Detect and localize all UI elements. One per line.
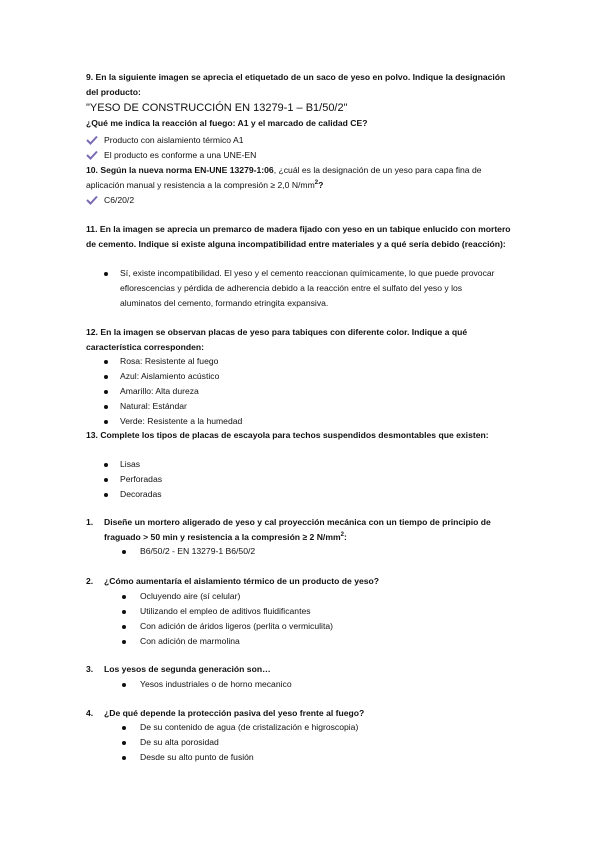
bullet-icon xyxy=(104,420,108,424)
bullet-icon xyxy=(122,640,126,644)
numbered-question-3: 3. Los yesos de segunda generación son… xyxy=(86,664,271,674)
question-12-answers xyxy=(104,354,504,429)
question-9-answer: "YESO DE CONSTRUCCIÓN EN 13279-1 – B1/50/2" xyxy=(86,102,348,114)
numbered-question-1: 1. Diseñe un mortero aligerado de yeso y cal proyección mecánica con un tiempo de principio de fraguado > 50 min y resistencia a la compresión ≥ 2 $N/mm^2$: xyxy=(86,517,491,542)
list-item: Sí, existe incompatibilidad. El yeso y el cemento reaccionan químicamente, lo que puede provocar eflorescencias y pérdida de adherencia debido a la reacción entre el sulfato del yeso y los aluminatos del cemento, formando etringita expansiva. xyxy=(104,266,504,311)
bullet-icon xyxy=(122,741,126,745)
question-9-title: 9. En la siguiente imagen se aprecia el etiquetado de un saco de yeso en polvo. Indique la designación del producto: xyxy=(86,72,506,97)
numbered-question-4: 4. ¿De qué depende la protección pasiva del yeso frente al fuego? xyxy=(86,708,365,718)
check-item-label: El producto es conforme a una UNE-EN xyxy=(104,150,257,160)
list-item: Con adición de áridos ligeros (perlita o vermiculita) xyxy=(122,619,502,634)
list-item: Yesos industriales o de horno mecanico xyxy=(122,677,502,692)
list-item: Con adición de marmolina xyxy=(122,634,502,649)
check-item-label: C6/20/2 xyxy=(104,195,135,205)
checkmark-icon xyxy=(86,135,98,145)
question-9-subquestion: ¿Qué me indica la reacción al fuego: A1 y el marcado de calidad CE? xyxy=(86,118,368,128)
bullet-icon xyxy=(122,595,126,599)
bullet-icon xyxy=(122,683,126,687)
bullet-icon xyxy=(122,625,126,629)
question-13-answers xyxy=(104,457,504,502)
question-10-title: 10. Según la nueva norma EN-UNE 13279-1:06, ¿cuál es la designación de un yeso para capa fina de aplicación manual y resistencia a la compresión ≥ 2,0 $N/mm^2$? xyxy=(86,165,482,190)
question-11-title: 11. En la imagen se aprecia un premarco de madera fijado con yeso en un tabique enlucido con mortero de cemento. Indique si existe alguna incompatibilidad entre materiales y a qué sería debido (reacción): xyxy=(86,224,511,249)
numbered-question-1-answers xyxy=(122,544,502,559)
list-item: Lisas xyxy=(104,457,504,472)
check-item xyxy=(86,148,256,162)
numbered-question-2-answers xyxy=(122,589,502,649)
bullet-icon xyxy=(104,405,108,409)
checkmark-icon xyxy=(86,150,98,160)
list-item: Verde: Resistente a la humedad xyxy=(104,414,504,429)
check-item-label: Producto con aislamiento térmico A1 xyxy=(104,135,244,145)
bullet-icon xyxy=(104,493,108,497)
list-item: De su contenido de agua (de cristalización e higroscopia) xyxy=(122,720,502,735)
list-item: Rosa: Resistente al fuego xyxy=(104,354,504,369)
bullet-icon xyxy=(104,390,108,394)
list-item: B6/50/2 - EN 13279-1 B6/50/2 xyxy=(122,544,502,559)
list-item: Decoradas xyxy=(104,487,504,502)
bullet-icon xyxy=(104,375,108,379)
bullet-icon xyxy=(122,550,126,554)
list-item: Utilizando el empleo de aditivos fluidificantes xyxy=(122,604,502,619)
bullet-icon xyxy=(104,272,108,276)
list-item: Amarillo: Alta dureza xyxy=(104,384,504,399)
check-item xyxy=(86,133,243,147)
bullet-icon xyxy=(122,756,126,760)
list-item: Perforadas xyxy=(104,472,504,487)
bullet-icon xyxy=(122,726,126,730)
list-item: De su alta porosidad xyxy=(122,735,502,750)
list-item: Desde su alto punto de fusión xyxy=(122,750,502,765)
numbered-question-2: 2. ¿Cómo aumentaría el aislamiento térmico de un producto de yeso? xyxy=(86,576,380,586)
check-item xyxy=(86,193,134,207)
question-11-answers xyxy=(104,266,504,311)
question-13-title: 13. Complete los tipos de placas de escayola para techos suspendidos desmontables que existen: xyxy=(86,430,489,440)
bullet-icon xyxy=(104,463,108,467)
list-item: Natural: Estándar xyxy=(104,399,504,414)
list-item: Ocluyendo aire (sí celular) xyxy=(122,589,502,604)
bullet-icon xyxy=(104,478,108,482)
bullet-icon xyxy=(122,610,126,614)
numbered-question-4-answers xyxy=(122,720,502,765)
list-item: Azul: Aislamiento acústico xyxy=(104,369,504,384)
question-12-title: 12. En la imagen se observan placas de yeso para tabiques con diferente color. Indique a qué característica corresponden: xyxy=(86,327,468,352)
bullet-icon xyxy=(104,360,108,364)
checkmark-icon xyxy=(86,195,98,205)
numbered-question-3-answers xyxy=(122,677,502,692)
